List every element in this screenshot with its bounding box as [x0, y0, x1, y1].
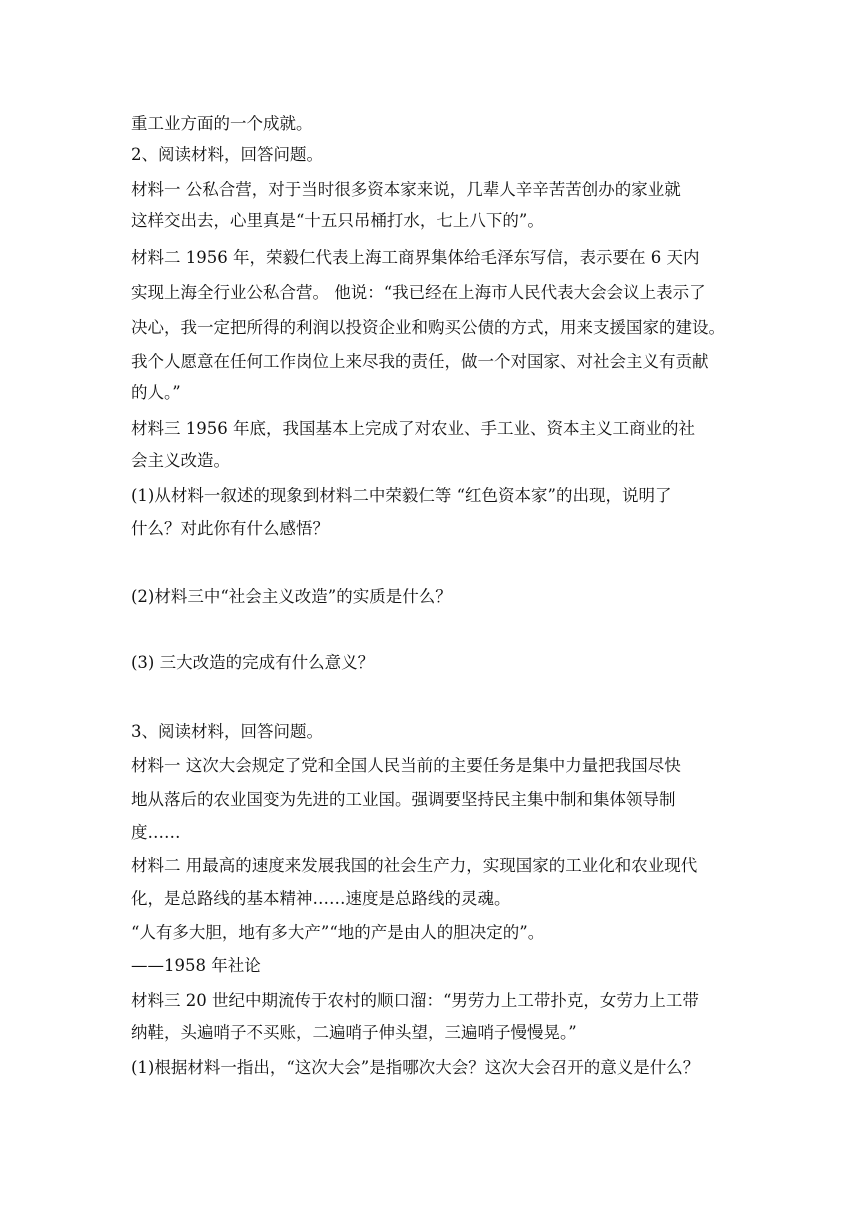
question-line: (3) 三大改造的完成有什么意义？: [131, 653, 375, 672]
text-line: 决心，我一定把所得的利润以投资企业和购买公债的方式，用来支援国家的建设。: [131, 318, 725, 337]
text-line: 材料三 20 世纪中期流传于农村的顺口溜：“男劳力上工带扑克，女劳力上工带: [131, 991, 699, 1010]
question-line: (2)材料三中“社会主义改造”的实质是什么？: [131, 587, 452, 606]
text-line: 材料二 用最高的速度来发展我国的社会生产力，实现国家的工业化和农业现代: [131, 856, 698, 875]
text-line: 材料二 1956 年，荣毅仁代表上海工商界集体给毛泽东写信，表示要在 6 天内: [131, 248, 700, 267]
text-line: 度……: [131, 823, 181, 842]
text-line: 化，是总路线的基本精神……速度是总路线的灵魂。: [131, 889, 511, 908]
text-line: “人有多大胆，地有多大产”“地的产是由人的胆决定的”。: [131, 923, 545, 942]
text-line: 我个人愿意在任何工作岗位上来尽我的责任，做一个对国家、对社会主义有贡献: [131, 352, 709, 371]
text-line: 会主义改造。: [131, 451, 230, 470]
question-3-heading: 3、阅读材料，回答问题。: [131, 722, 323, 741]
text-line: 地从落后的农业国变为先进的工业国。强调要坚持民主集中制和集体领导制: [131, 790, 676, 809]
text-line: 什么？对此你有什么感悟？: [131, 519, 329, 538]
text-line: 实现上海全行业公私合营。 他说：“我已经在上海市人民代表大会会议上表示了: [131, 283, 706, 302]
text-line: 材料一 公私合营，对于当时很多资本家来说，几辈人辛辛苦苦创办的家业就: [131, 180, 681, 199]
text-line: 材料一 这次大会规定了党和全国人民当前的主要任务是集中力量把我国尽快: [131, 756, 681, 775]
text-line: 的人。”: [131, 383, 181, 402]
question-line: (1)根据材料一指出，“这次大会”是指哪次大会？这次大会召开的意义是什么？: [131, 1058, 700, 1077]
text-line: 这样交出去，心里真是“十五只吊桶打水，七上八下的”。: [131, 211, 544, 230]
text-line: 材料三 1956 年底，我国基本上完成了对农业、手工业、资本主义工商业的社: [131, 419, 695, 438]
text-line: 纳鞋，头遍哨子不买账，二遍哨子伸头望，三遍哨子慢慢晃。”: [131, 1023, 577, 1042]
question-line: (1)从材料一叙述的现象到材料二中荣毅仁等 “红色资本家”的出现，说明了: [131, 486, 672, 505]
text-line: 重工业方面的一个成就。: [131, 114, 313, 133]
text-line: ——1958 年社论: [131, 956, 261, 975]
question-2-heading: 2、阅读材料，回答问题。: [131, 145, 323, 164]
